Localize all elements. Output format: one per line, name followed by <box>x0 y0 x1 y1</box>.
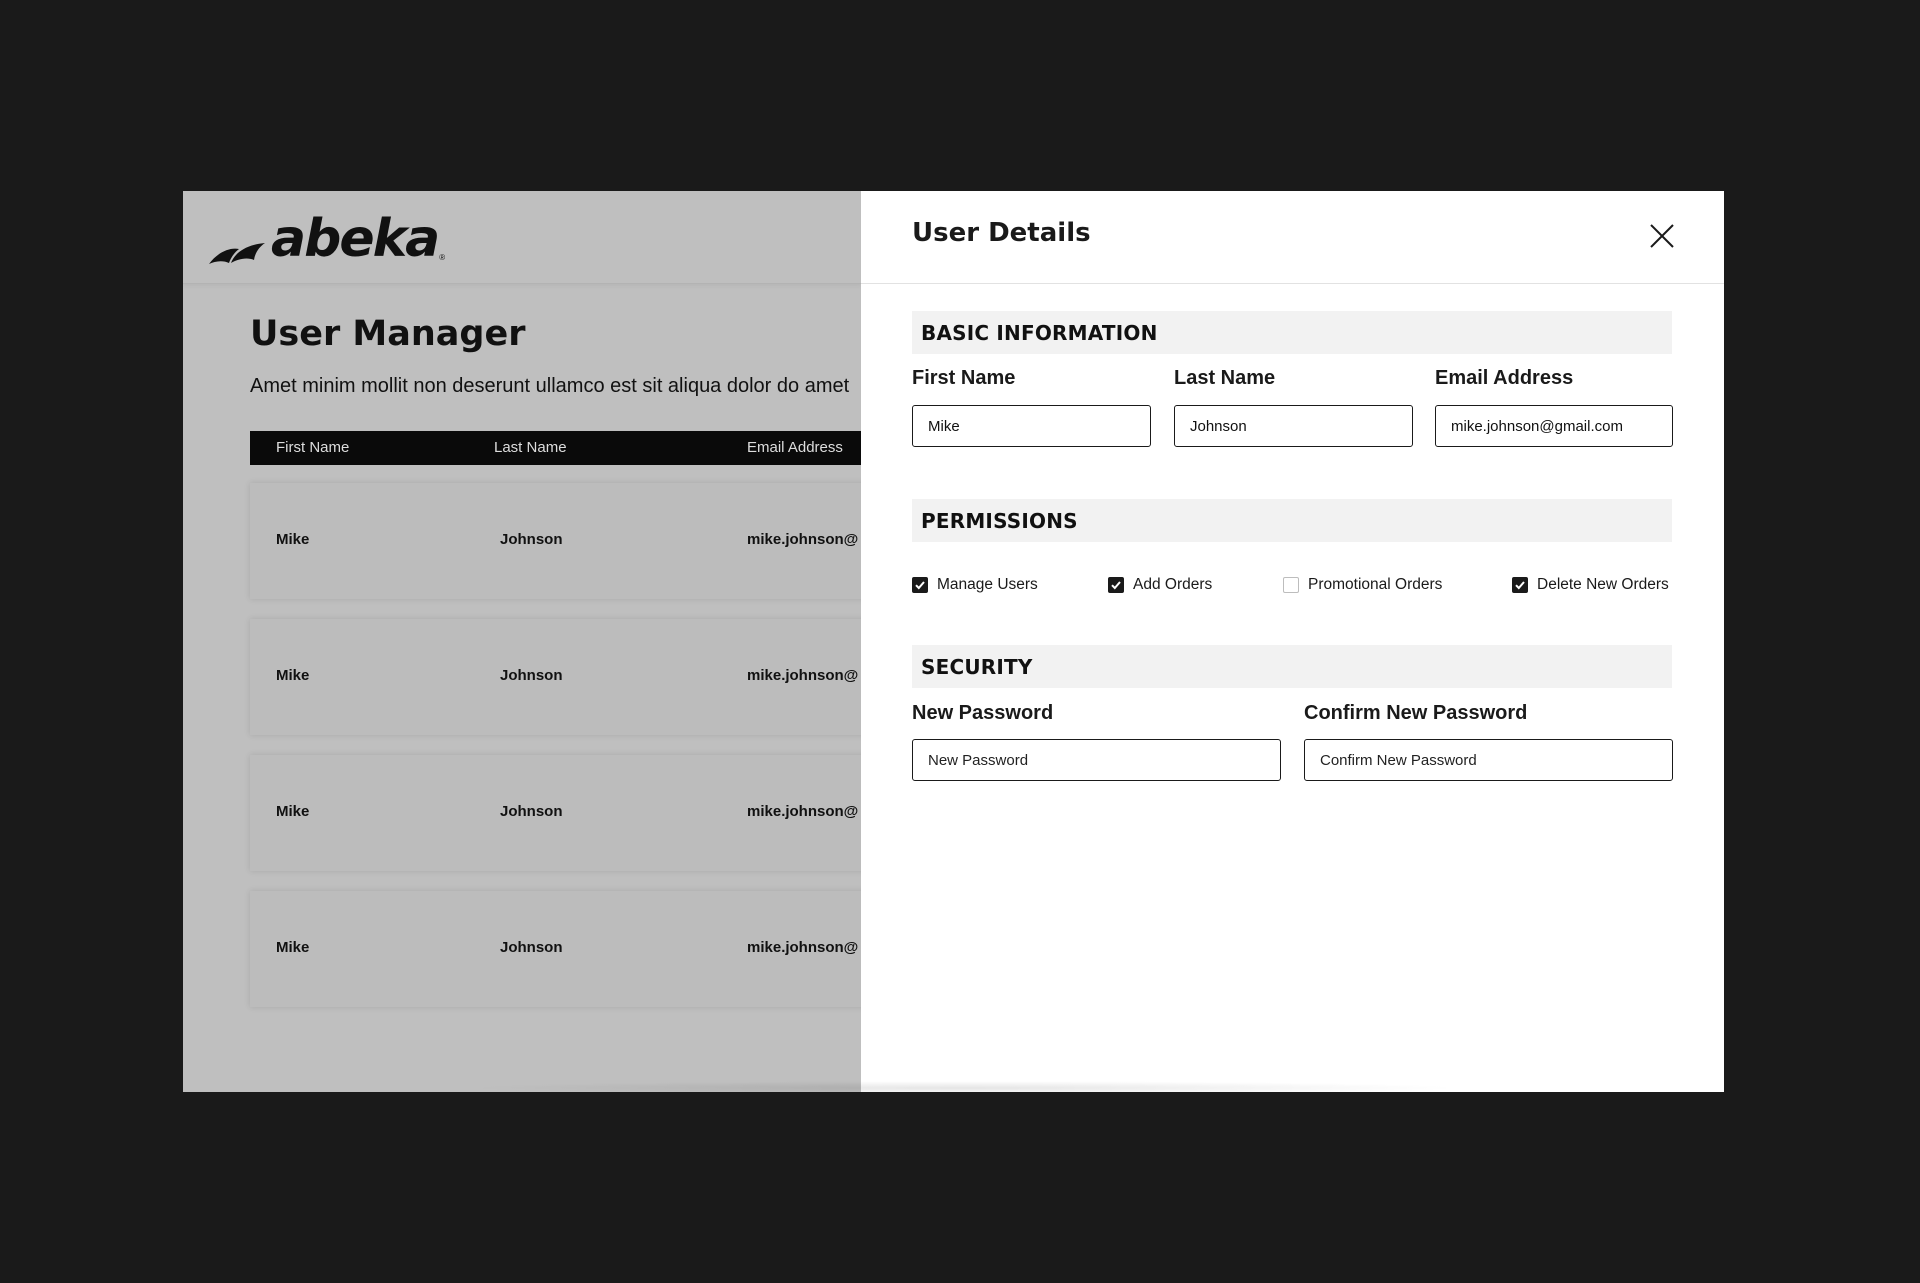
checkbox-unchecked[interactable] <box>1283 577 1299 593</box>
cell-email: mike.johnson@ <box>747 667 859 684</box>
app-frame <box>183 191 1724 1092</box>
section-heading: BASIC INFORMATION <box>921 321 1158 345</box>
checkbox-label: Delete New Orders <box>1537 576 1669 593</box>
column-header-email[interactable]: Email Address <box>747 439 843 456</box>
cell-email: mike.johnson@ <box>747 939 859 956</box>
drawer-title: User Details <box>912 218 1091 248</box>
cell-last-name: Johnson <box>500 939 563 956</box>
cell-first-name: Mike <box>276 803 310 820</box>
close-icon <box>1644 218 1680 254</box>
cell-last-name: Johnson <box>500 531 563 548</box>
logo-wordmark: abeka <box>271 209 439 269</box>
first-name-label: First Name <box>912 367 1016 389</box>
section-security <box>912 645 1672 688</box>
cell-first-name: Mike <box>276 939 310 956</box>
first-name-input[interactable] <box>912 405 1151 447</box>
cell-first-name: Mike <box>276 531 310 548</box>
checkbox-checked[interactable] <box>1512 577 1528 593</box>
table-header <box>250 431 861 465</box>
email-address-input[interactable] <box>1435 405 1673 447</box>
user-details-drawer <box>861 191 1724 1092</box>
page-title: User Manager <box>250 314 526 354</box>
page-description: Amet minim mollit non deserunt ullamco est sit aliqua dolor do amet <box>250 375 850 397</box>
checkmark-icon <box>1514 579 1526 591</box>
section-basic-information <box>912 311 1672 354</box>
last-name-label: Last Name <box>1174 367 1276 389</box>
permission-delete-new-orders[interactable] <box>1512 576 1669 594</box>
section-heading: PERMISSIONS <box>921 509 1078 533</box>
cell-last-name: Johnson <box>500 667 563 684</box>
cell-email: mike.johnson@ <box>747 803 859 820</box>
cell-last-name: Johnson <box>500 803 563 820</box>
user-manager-page <box>183 191 861 1092</box>
column-header-last-name[interactable]: Last Name <box>494 439 567 456</box>
checkbox-checked[interactable] <box>912 577 928 593</box>
section-permissions <box>912 499 1672 542</box>
permission-promotional-orders[interactable] <box>1283 576 1442 594</box>
table-row[interactable] <box>250 755 861 871</box>
new-password-input[interactable] <box>912 739 1281 781</box>
book-icon <box>207 233 267 265</box>
registered-mark: ® <box>439 253 446 262</box>
checkmark-icon <box>914 579 926 591</box>
permission-manage-users[interactable] <box>912 576 1038 594</box>
new-password-label: New Password <box>912 702 1054 724</box>
permission-add-orders[interactable] <box>1108 576 1212 594</box>
last-name-input[interactable] <box>1174 405 1413 447</box>
abeka-logo[interactable] <box>207 209 446 269</box>
checkbox-label: Promotional Orders <box>1308 576 1443 593</box>
email-address-label: Email Address <box>1435 367 1574 389</box>
app-header <box>183 191 861 284</box>
section-heading: SECURITY <box>921 655 1033 679</box>
cell-first-name: Mike <box>276 667 310 684</box>
close-button[interactable] <box>1644 218 1680 254</box>
table-row[interactable] <box>250 619 861 735</box>
checkbox-label: Manage Users <box>937 576 1038 593</box>
checkbox-label: Add Orders <box>1133 576 1213 593</box>
confirm-password-label: Confirm New Password <box>1304 702 1528 724</box>
confirm-password-input[interactable] <box>1304 739 1673 781</box>
drawer-header <box>861 191 1724 284</box>
cell-email: mike.johnson@ <box>747 531 859 548</box>
column-header-first-name[interactable]: First Name <box>276 439 350 456</box>
table-row[interactable] <box>250 483 861 599</box>
checkmark-icon <box>1110 579 1122 591</box>
checkbox-checked[interactable] <box>1108 577 1124 593</box>
table-row[interactable] <box>250 891 861 1007</box>
